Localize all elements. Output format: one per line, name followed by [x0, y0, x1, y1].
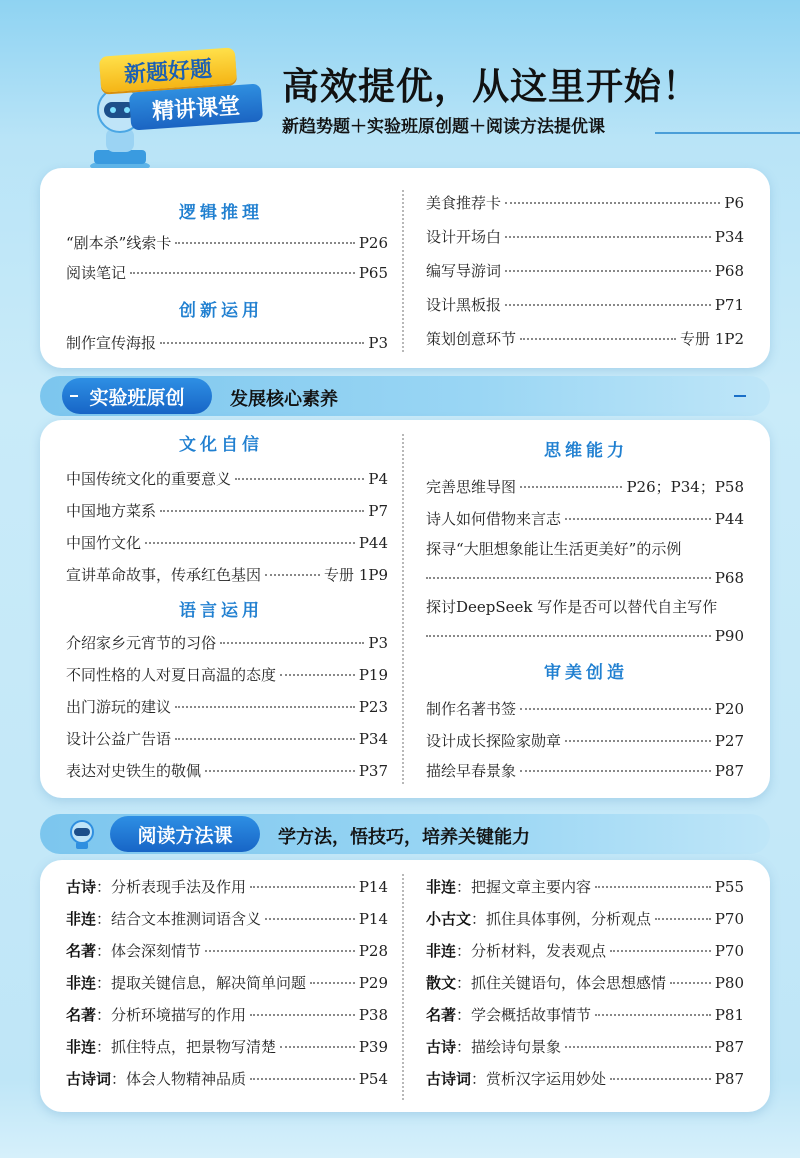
toc-item[interactable]: [426, 294, 744, 315]
toc-item-page: P4: [368, 470, 388, 488]
toc-item-label: [66, 972, 306, 993]
leader-dots: [175, 242, 354, 244]
toc-item-tag: 非连: [66, 974, 97, 992]
toc-item-label: [426, 940, 606, 961]
toc-item[interactable]: [426, 1004, 744, 1025]
header-badge-top: 新题好题: [99, 47, 237, 92]
toc-item[interactable]: [66, 972, 388, 993]
toc-item[interactable]: [66, 532, 388, 553]
leader-dots: [310, 982, 355, 984]
toc-item-text: ：分析环境描写的作用: [96, 1006, 247, 1024]
toc-item-tag: 名著: [66, 1006, 97, 1024]
toc-item-label: [66, 1004, 246, 1025]
toc-item-page: P68: [714, 569, 744, 587]
toc-item-text: ：把握文章主要内容: [456, 878, 592, 896]
toc-item-page: 专册 1P9: [324, 566, 388, 584]
toc-item-text: ：分析材料，发表观点: [456, 942, 607, 960]
toc-item-label: 介绍家乡元宵节的习俗: [66, 634, 217, 652]
toc-item-text: ：提取关键信息，解决简单问题: [96, 974, 307, 992]
toc-item-page: P7: [368, 502, 388, 520]
toc-item-page: P81: [714, 1006, 744, 1024]
leader-dots: [265, 574, 320, 576]
section-heading: 审美创造: [544, 663, 628, 683]
leader-dots: [426, 635, 711, 637]
toc-item[interactable]: [426, 940, 744, 961]
leader-dots: [130, 272, 355, 274]
toc-item[interactable]: [66, 728, 388, 749]
toc-item-label: 设计黑板报: [426, 296, 502, 314]
leader-dots: [595, 1014, 711, 1016]
toc-item[interactable]: [66, 332, 388, 353]
leader-dots: [280, 674, 355, 676]
leader-dots: [595, 886, 711, 888]
toc-item-tag: 非连: [66, 910, 97, 928]
toc-item[interactable]: [66, 696, 388, 717]
leader-dots: [505, 236, 711, 238]
toc-item-page: P28: [358, 942, 388, 960]
toc-item-label: 宣讲革命故事，传承红色基因: [66, 566, 262, 584]
toc-item-page: P23: [358, 698, 388, 716]
toc-item-tag: 古诗: [66, 878, 97, 896]
leader-dots: [565, 740, 711, 742]
toc-item-tag: 小古文: [426, 910, 472, 928]
toc-item-page: P44: [358, 534, 388, 552]
section3-banner: [40, 814, 770, 854]
toc-item-page: P87: [714, 1070, 744, 1088]
toc-item[interactable]: [426, 730, 744, 751]
toc-item[interactable]: [66, 500, 388, 521]
toc-item-page: P71: [714, 296, 744, 314]
leader-dots: [670, 982, 711, 984]
toc-item[interactable]: [426, 596, 744, 645]
toc-item-page: P90: [714, 627, 744, 645]
toc-item-label: [66, 940, 201, 961]
toc-item-label: [426, 908, 651, 929]
header: [0, 0, 800, 175]
robot-mascot-icon: [62, 818, 102, 850]
banner-text: 学方法，悟技巧，培养关键能力: [278, 827, 530, 848]
leader-dots: [520, 708, 711, 710]
leader-dots: [520, 338, 676, 340]
toc-item-label: 探讨DeepSeek 写作是否可以替代自主写作: [426, 598, 718, 616]
toc-item-label: [66, 876, 246, 897]
toc-item-page: P14: [358, 878, 388, 896]
toc-item-label: 描绘早春景象: [426, 762, 517, 780]
section1-card: [40, 168, 770, 368]
section-heading: 创新运用: [179, 301, 263, 321]
banner-pill-label: 实验班原创: [89, 386, 185, 409]
toc-item-tag: 古诗: [426, 1038, 457, 1056]
toc-item[interactable]: [66, 1036, 388, 1057]
toc-item-line2: [426, 627, 744, 645]
toc-item[interactable]: [66, 632, 388, 653]
toc-item-page: P68: [714, 262, 744, 280]
leader-dots: [205, 950, 355, 952]
column-divider: [402, 190, 404, 352]
toc-item-label: 策划创意环节: [426, 330, 517, 348]
toc-item-tag: 散文: [426, 974, 457, 992]
leader-dots: [505, 202, 720, 204]
toc-item-label: 阅读笔记: [66, 264, 127, 282]
toc-item-label: 完善思维导图: [426, 478, 517, 496]
toc-item-text: ：体会人物精神品质: [111, 1070, 247, 1088]
toc-item-label: 设计公益广告语: [66, 730, 172, 748]
leader-dots: [610, 950, 711, 952]
leader-dots: [655, 918, 711, 920]
toc-item-page: P65: [358, 264, 388, 282]
toc-item-page: P27: [714, 732, 744, 750]
toc-item-text: ：结合文本推测词语含义: [96, 910, 262, 928]
toc-item-line2: [426, 569, 744, 587]
toc-item-page: P70: [714, 942, 744, 960]
page-subtitle: 新趋势题＋实验班原创题＋阅读方法提优课: [282, 117, 605, 137]
banner-pill: [62, 378, 212, 414]
leader-dots: [160, 510, 364, 512]
toc-item-label: 设计成长探险家勋章: [426, 732, 562, 750]
leader-dots: [175, 706, 355, 708]
section-heading: 逻辑推理: [179, 203, 263, 223]
leader-dots: [520, 770, 711, 772]
toc-item-page: 专册 1P2: [680, 330, 744, 348]
toc-item-tag: 古诗词: [66, 1070, 112, 1088]
toc-item-text: ：学会概括故事情节: [456, 1006, 592, 1024]
toc-item[interactable]: [66, 908, 388, 929]
toc-item-page: P54: [358, 1070, 388, 1088]
toc-item-page: P26: [358, 234, 388, 252]
leader-dots: [205, 770, 355, 772]
toc-item-label: 设计开场白: [426, 228, 502, 246]
toc-item-tag: 名著: [426, 1006, 457, 1024]
toc-item-label: [426, 1036, 561, 1057]
dash-icon: [734, 395, 746, 397]
toc-item-page: P3: [368, 634, 388, 652]
toc-item[interactable]: [426, 508, 744, 529]
toc-item-page: P87: [714, 762, 744, 780]
header-badge-bottom: 精讲课堂: [129, 83, 263, 130]
toc-item-label: [426, 972, 666, 993]
toc-item[interactable]: [426, 1068, 744, 1089]
toc-item[interactable]: [66, 940, 388, 961]
toc-item-page: P6: [724, 194, 744, 212]
toc-item-label: [426, 1004, 591, 1025]
leader-dots: [265, 918, 355, 920]
toc-item-page: P44: [714, 510, 744, 528]
toc-item[interactable]: [426, 1036, 744, 1057]
toc-item-text: ：抓住具体事例，分析观点: [471, 910, 652, 928]
leader-dots: [250, 1014, 355, 1016]
toc-item-label: 制作宣传海报: [66, 334, 157, 352]
header-divider: [655, 132, 800, 134]
toc-item-tag: 非连: [426, 878, 457, 896]
toc-item-label: 中国竹文化: [66, 534, 142, 552]
section-heading: 文化自信: [179, 435, 263, 455]
toc-item-page: P3: [368, 334, 388, 352]
toc-item-label: 中国传统文化的重要意义: [66, 470, 232, 488]
column-divider: [402, 434, 404, 784]
toc-item[interactable]: [66, 664, 388, 685]
toc-item-text: ：抓住关键语句，体会思想感情: [456, 974, 667, 992]
toc-item[interactable]: [426, 226, 744, 247]
toc-item-page: P80: [714, 974, 744, 992]
toc-item[interactable]: [426, 538, 744, 587]
toc-item-page: P34: [358, 730, 388, 748]
toc-item-page: P39: [358, 1038, 388, 1056]
toc-item-label: [66, 1036, 276, 1057]
toc-item-tag: 名著: [66, 942, 97, 960]
section3-card: [40, 860, 770, 1112]
toc-item-label: “剧本杀”线索卡: [66, 234, 172, 252]
toc-item-text: ：描绘诗句景象: [456, 1038, 562, 1056]
page-title: 高效提优，从这里开始！: [282, 65, 700, 108]
toc-item-page: P87: [714, 1038, 744, 1056]
section2-card: [40, 420, 770, 798]
toc-item[interactable]: [426, 476, 744, 497]
toc-item-tag: 非连: [66, 1038, 97, 1056]
toc-item[interactable]: [66, 760, 388, 781]
leader-dots: [235, 478, 364, 480]
leader-dots: [280, 1046, 355, 1048]
toc-item[interactable]: [426, 192, 744, 213]
leader-dots: [610, 1078, 711, 1080]
toc-item-page: P14: [358, 910, 388, 928]
toc-item[interactable]: [426, 328, 744, 349]
toc-item[interactable]: [66, 564, 388, 585]
toc-item-text: ：分析表现手法及作用: [96, 878, 247, 896]
section-heading: 思维能力: [544, 441, 628, 461]
toc-item[interactable]: [426, 908, 744, 929]
toc-item[interactable]: [426, 876, 744, 897]
section2-banner: [40, 376, 770, 416]
toc-item-page: P19: [358, 666, 388, 684]
toc-item-label: [426, 1068, 606, 1089]
toc-item-label: 编写导游词: [426, 262, 502, 280]
leader-dots: [426, 577, 711, 579]
toc-item-label: [426, 876, 591, 897]
banner-pill-label: 阅读方法课: [137, 824, 233, 847]
toc-item[interactable]: [66, 1068, 388, 1089]
leader-dots: [565, 1046, 711, 1048]
leader-dots: [250, 886, 355, 888]
toc-item[interactable]: [66, 262, 388, 283]
toc-item-label: 诗人如何借物来言志: [426, 510, 562, 528]
leader-dots: [220, 642, 364, 644]
toc-item-text: ：赏析汉字运用妙处: [471, 1070, 607, 1088]
toc-item[interactable]: [426, 760, 744, 781]
toc-item-label: [66, 908, 261, 929]
toc-item-page: P37: [358, 762, 388, 780]
leader-dots: [145, 542, 355, 544]
toc-item[interactable]: [426, 260, 744, 281]
toc-item-tag: 古诗词: [426, 1070, 472, 1088]
toc-item-text: ：抓住特点，把景物写清楚: [96, 1038, 277, 1056]
leader-dots: [520, 486, 622, 488]
toc-item-label: 表达对史铁生的敬佩: [66, 762, 202, 780]
banner-text: 发展核心素养: [230, 389, 338, 410]
column-divider: [402, 874, 404, 1100]
toc-item-label: 制作名著书签: [426, 700, 517, 718]
toc-item-page: P55: [714, 878, 744, 896]
dash-icon: [70, 395, 78, 397]
toc-item-label: [66, 1068, 246, 1089]
leader-dots: [160, 342, 364, 344]
leader-dots: [505, 304, 711, 306]
toc-item-page: P20: [714, 700, 744, 718]
leader-dots: [505, 270, 711, 272]
toc-item-tag: 非连: [426, 942, 457, 960]
section-heading: 语言运用: [179, 601, 263, 621]
toc-item[interactable]: [66, 1004, 388, 1025]
toc-item-label: 不同性格的人对夏日高温的态度: [66, 666, 277, 684]
toc-item[interactable]: [66, 468, 388, 489]
banner-pill: [110, 816, 260, 852]
toc-item-label: 中国地方菜系: [66, 502, 157, 520]
toc-item[interactable]: [426, 698, 744, 719]
leader-dots: [565, 518, 711, 520]
toc-item-page: P29: [358, 974, 388, 992]
toc-item-text: ：体会深刻情节: [96, 942, 202, 960]
toc-item-label: 探寻“大胆想象能让生活更美好”的示例: [426, 540, 682, 558]
toc-item[interactable]: [426, 972, 744, 993]
toc-item[interactable]: [66, 232, 388, 253]
toc-item-page: P70: [714, 910, 744, 928]
toc-item-page: P34: [714, 228, 744, 246]
toc-item[interactable]: [66, 876, 388, 897]
toc-item-label: 美食推荐卡: [426, 194, 502, 212]
toc-item-label: 出门游玩的建议: [66, 698, 172, 716]
leader-dots: [250, 1078, 355, 1080]
toc-item-page: P26；P34；P58: [626, 478, 744, 496]
leader-dots: [175, 738, 355, 740]
toc-item-page: P38: [358, 1006, 388, 1024]
